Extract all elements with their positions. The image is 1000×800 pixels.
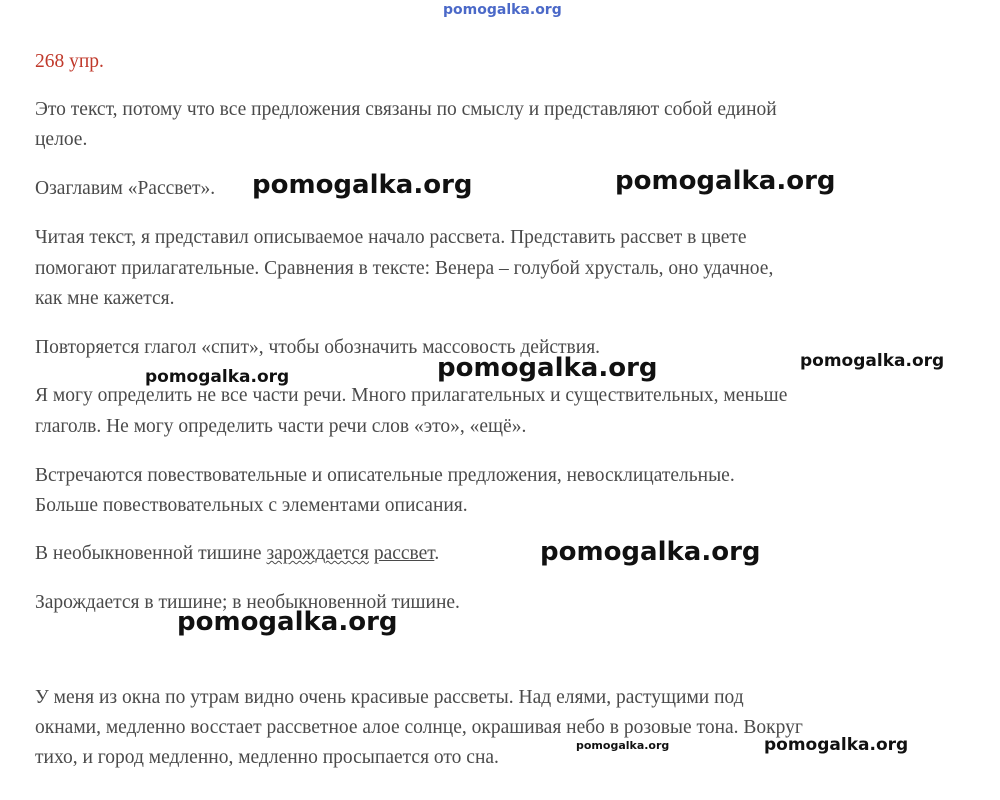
watermark-overlay-1: pomogalka.org [252,170,473,200]
paragraph-3-line-3: как мне кажется. [35,288,175,309]
watermark-overlay-5: pomogalka.org [437,353,658,383]
paragraph-9-line-1: У меня из окна по утрам видно очень красивые рассветы. Над елями, растущими под [35,687,744,708]
paragraph-5-line-1: Я могу определить не все части речи. Много прилагательных и существительных, меньше [35,385,788,406]
watermark-overlay-3: pomogalka.org [800,351,945,371]
paragraph-9-line-3: тихо, и город медленно, медленно просыпается ото сна. [35,747,499,768]
paragraph-6-line-1: Встречаются повествовательные и описательные предложения, невосклицательные. [35,465,735,486]
watermark-overlay-8: pomogalka.org [576,739,670,752]
paragraph-7-sentence-analysis [35,539,439,569]
predicate-underlined: зарождается [266,543,369,564]
paragraph-5-line-2: глаголв. Не могу определить части речи слов «это», «ещё». [35,416,527,437]
watermark-overlay-9: pomogalka.org [764,735,909,755]
paragraph-4: Повторяется глагол «спит», чтобы обозначить массовость действия. [35,337,601,358]
paragraph-2-title-suggestion: Озаглавим «Рассвет». [35,178,216,199]
sentence-prefix: В необыкновенной тишине [35,543,267,564]
paragraph-8: Зарождается в тишине; в необыкновенной тишине. [35,592,460,613]
paragraph-9-line-2: окнами, медленно восстает рассветное алое солнце, окрашивая небо в розовые тона. Вокруг [35,717,803,738]
sentence-period: . [434,543,440,564]
paragraph-1-line-1: Это текст, потому что все предложения связаны по смыслу и представляют собой единой [35,99,777,120]
paragraph-3-line-1: Читая текст, я представил описываемое начало рассвета. Представить рассвет в цвете [35,227,747,248]
subject-underlined: рассвет [373,543,435,564]
watermark-overlay-6: pomogalka.org [540,537,761,567]
exercise-number-heading: 268 упр. [35,51,104,72]
paragraph-1-line-2: целое. [35,129,88,150]
watermark-overlay-7: pomogalka.org [177,607,398,637]
paragraph-6-line-2: Больше повествовательных с элементами описания. [35,495,468,516]
paragraph-3-line-2: помогают прилагательные. Сравнения в тексте: Венера – голубой хрусталь, оно удачное, [35,258,774,279]
watermark-overlay-2: pomogalka.org [615,166,836,196]
watermark-overlay-4: pomogalka.org [145,367,290,387]
site-watermark-header: pomogalka.org [443,2,562,18]
